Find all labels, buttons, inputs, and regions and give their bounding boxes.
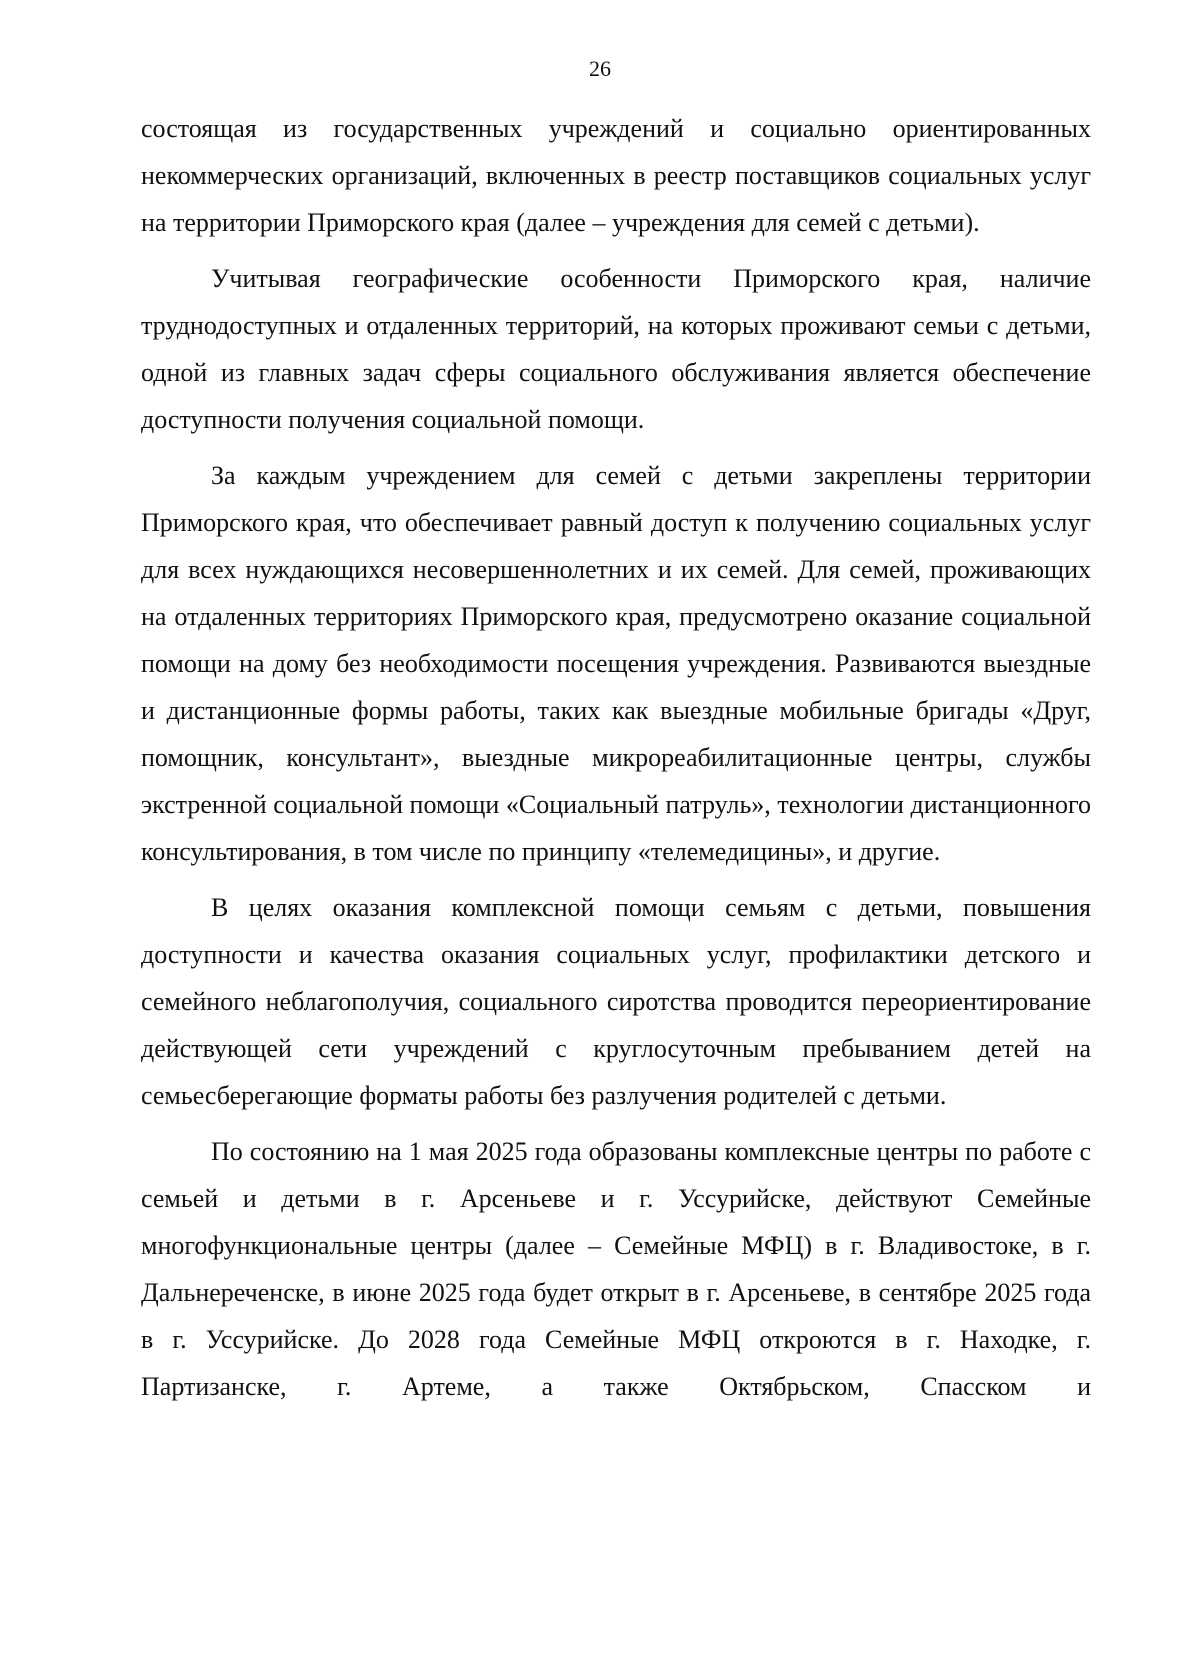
paragraph-geography: Учитывая географические особенности Приморского края, наличие труднодоступных и отдаленных территорий, на которых проживают семьи с детьми, одной из главных задач сферы социального обслуживания является обеспечение доступности получения социальной помощи. [141, 264, 1091, 434]
paragraph-complex-help: В целях оказания комплексной помощи семьям с детьми, повышения доступности и качества оказания социальных услуг, профилактики детского и семейного неблагополучия, социального сиротства проводится переориентирование действующей сети учреждений с круглосуточным пребыванием детей на семьесберегающие форматы работы без разлучения родителей с детьми. [141, 893, 1091, 1110]
document-body [141, 105, 1091, 1410]
paragraph-territories: За каждым учреждением для семей с детьми закреплены территории Приморского края, что обеспечивает равный доступ к получению социальных услуг для всех нуждающихся несовершеннолетних и их семей. Для семей, проживающих на отдаленных территориях Приморского края, предусмотрено оказание социальной помощи на дому без необходимости посещения учреждения. Развиваются выездные и дистанционные формы работы, таких как выездные мобильные бригады «Друг, помощник, консультант», выездные микрореабилитационные центры, службы экстренной социальной помощи «Социальный патруль», технологии дистанционного консультирования, в том числе по принципу «телемедицины», и другие. [141, 461, 1091, 866]
paragraph-family-centers: По состоянию на 1 мая 2025 года образованы комплексные центры по работе с семьей и детьми в г. Арсеньеве и г. Уссурийске, действуют Семейные многофункциональные центры (далее – Семейные МФЦ) в г. Владивостоке, в г. Дальнереченске, в июне 2025 года будет открыт в г. Арсеньеве, в сентябре 2025 года в г. Уссурийске. До 2028 года Семейные МФЦ откроются в г. Находке, г. Партизанске, г. Артеме, а также Октябрьском, Спасском и [141, 1137, 1091, 1401]
page-number: 26 [589, 56, 611, 81]
paragraph-continuation: состоящая из государственных учреждений и социально ориентированных некоммерческих организаций, включенных в реестр поставщиков социальных услуг на территории Приморского края (далее – учреждения для семей с детьми). [141, 114, 1091, 237]
